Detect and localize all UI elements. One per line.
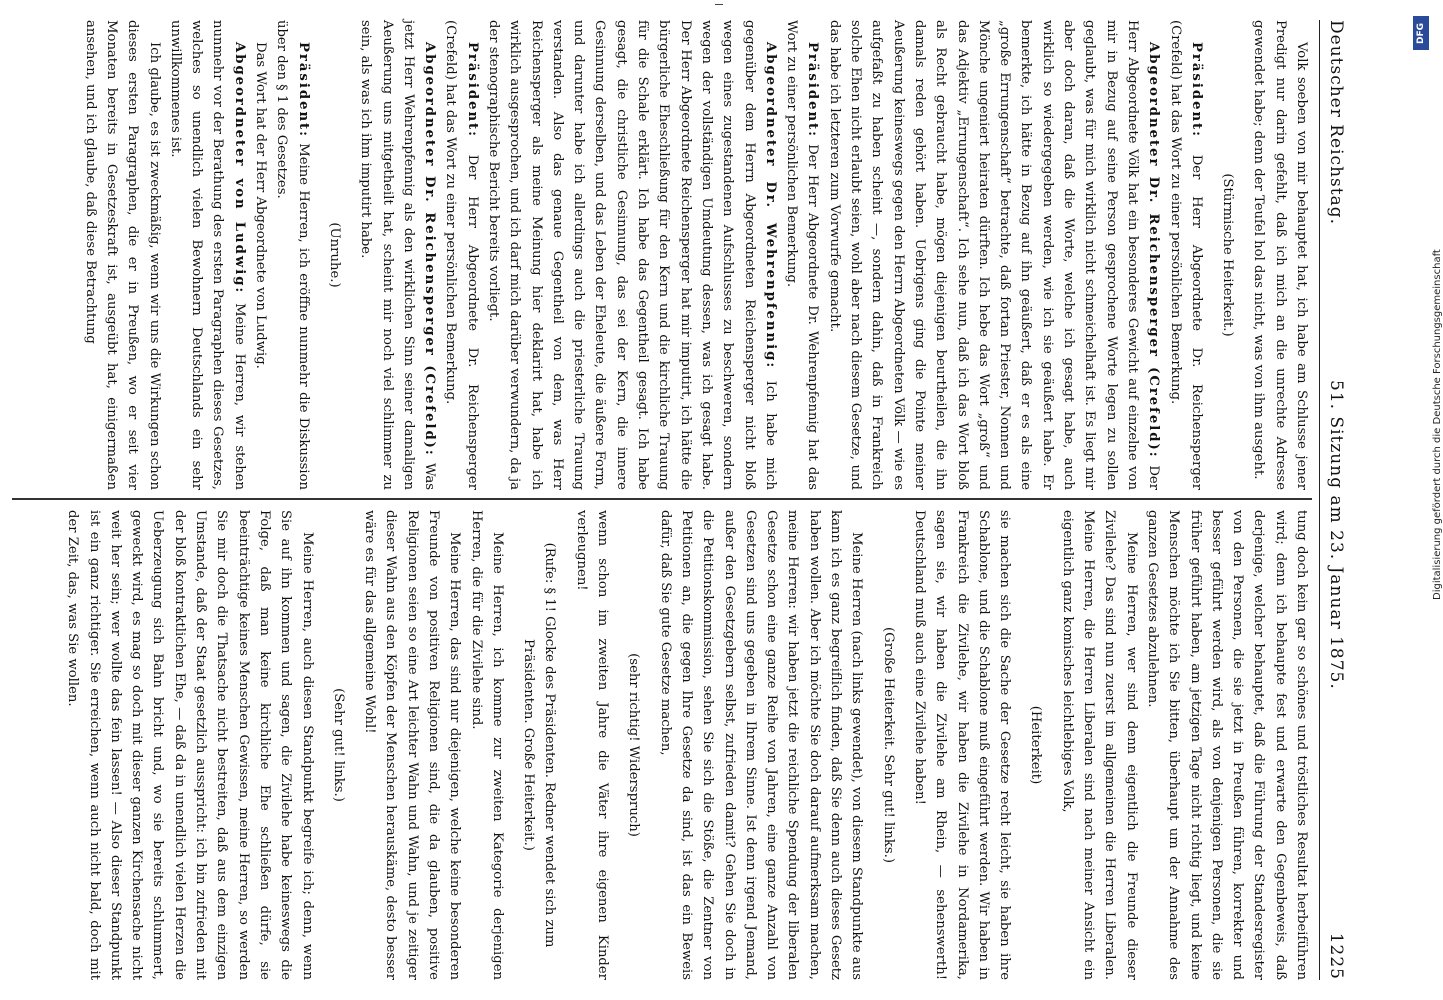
paragraph-text: Meine Herren, das sind nur diejenigen, welche keine besonderen Freunde von positiven Religionen sind, die da glauben, positive Religionen seien so eine Art leichter Wahn und Wahn, und je zeitiger dieser Wahn aus den Köpfen der Menschen herauskäme, desto besser wäre es für das allgemeine Wohl! [362, 510, 463, 980]
paragraph-text: tung doch kein gar so schönes und tröstliches Resultat herbeiführen wird; denn ich behaupte fest und erwarte den Gegenbeweis, daß derjenige, welcher behauptet, daß die Führung der Standesregister von den Personen, die sie jetzt in Preußen führen, korrekter und besser geführt werden wird, als von denjenigen Personen, die sie früher geführt haben, am jetzigen Tage nicht richtig liegt, und keine Menschen möchte ich Sie bitten, überhaupt um der Annahme des ganzen Gesetzes abzulehnen. [1144, 510, 1309, 980]
paragraph-text: Meine Herren, auch diesen Standpunkt begreife ich; denn, wenn Sie auf ihn kommen und sagen, die Zivilehe habe keineswegs die Folge, daß man keine kirchliche Ehe schließen dürfe, sie beeinträchtige keines Menschen Gewissen, meine Herren, so werden Sie mir doch die Thatsache nicht bestreiten, daß aus dem einzigen Umstande, daß der Staat gesetzlich ausspricht: ich bin zufrieden mit der bloß kontraktlichen Ehe, — daß da in unendlich vielen Herzen die Ueberzeugung sich Bahn bricht und, wo sie bereits schlummert, geweckt wird, es mag so doch mit dieser ganzen Kirchensache nicht weit her sein; wer wollte das fein lassen! — Also dieser Standpunkt ist ein ganz richtiger. Sie erreichen, wenn auch nicht bald, doch mit der Zeit, das, was Sie wollen. [65, 510, 315, 980]
paragraph [654, 510, 867, 980]
header-center: 51. Sitzung am 23. Januar 1875. [1326, 380, 1346, 690]
paragraph-text: Der Herr Abgeordnete Völk hat ein besonderes Gewicht auf einzelne von mir in Bezug auf seine Person gesprochene Worte legen zu sollen geglaubt, was für mich wirklich nicht schmeichelhaft ist. Es liegt mir aber doch daran, daß die Worte, welche ich gesagt habe, auch wirklich so wiedergegeben werden, wie ich sie geäußert habe. Er bemerkte, ich hätte in Bezug auf ihn geäußert, daß er es als eine „große Errungenschaft“ betrachte, daß fortan Priester, Nonnen und Mönche ungeniert heiraten dürften. Ich hebe das Wort „groß“ und das Adjektiv „Errungenschaft“. Ich sehe nun, daß ich das Wort bloß als Recht gebraucht habe, mögen diejenigen beurtheilen, die ihn damals reden gehört haben. Uebrigens ging die Pointe meiner Aeußerung keineswegs gegen den Herrn Abgeordneten Völk — wie es aufgefaßt zu haben scheint —, sondern dahin, daß in Frankreich solche Ehen nicht erlaubt seien, wohl aber nach diesem Gesetze, und das habe ich letzteren zum Vorwurfe gemacht. [826, 20, 1162, 490]
stage-direction [623, 510, 644, 980]
running-header [1319, 20, 1350, 980]
right-column [62, 510, 1312, 980]
stage-direction [1025, 510, 1046, 980]
paragraph-text: Meine Herren, wer sind denn eigentlich die Freunde dieser Zivilehe? Das sind nun zuerst im allgemeinen die Herren Liberalen. Meine Herren, die Herren Liberalen sind nach meiner Ansicht ein eigentlich ganz komisches leichtlebiges Volk, [1059, 510, 1139, 980]
paragraph [571, 510, 614, 980]
paragraph [250, 20, 271, 490]
paragraph [823, 20, 1164, 490]
stage-direction-text: (Stürmische Heiterkeit.) [1220, 173, 1236, 337]
speaker-label: Präsident: [805, 42, 821, 139]
paragraph-text: sie machen sich die Sache der Gesetze recht leicht, sie haben ihre Schablone, und die Schablone muß eingeführt werden. Wir haben in Frankreich die Zivilehe, wir haben die Zivilehe in Nordamerika, sagen sie, wir haben die Zivilehe am Rhein, — sehenswerth! Deutschland muß auch eine Zivilehe haben! [911, 510, 1013, 980]
paragraph [271, 20, 314, 490]
dfg-credit: Digitalisierung gefördert durch die Deutsche Forschungsgemeinschaft [1432, 249, 1443, 600]
stage-direction [328, 510, 349, 980]
speaker-label: Präsident: [295, 42, 311, 139]
dfg-logo: DFG [1413, 16, 1429, 50]
stage-direction [324, 20, 345, 490]
paragraph-text: wenn schon im zweiten Jahre die Väter ihre eigenen Kinder verleugnen! [573, 510, 611, 980]
paragraph-text: Ich habe mich gegenüber dem Herrn Abgeordneten Reichensperger nicht bloß wegen eines zugestandenen Aufschlusses zu beschweren, sondern wegen der vollständigen Umdeutung dessen, was ich gesagt habe. Der Herr Abgeordnete Reichensperger hat mir imputirt, ich hätte die bürgerliche Eheschließung für den Kern und die kirchliche Trauung für die Schale erklärt. Ich habe das Gegentheil gesagt. Ich habe gesagt, die christliche Gesinnung, das sei der Kern, die innere Gesinnung derselben, und das Leben der Eheleute, die äußere Form, und darunter habe ich allerdings auch die priesterliche Trauung verstanden. Also das genaue Gegentheil von dem, was Herr Reichensperger als meine Meinung hier deklarirt hat, habe ich wirklich ausgesprochen, und ich darf mich darüber verwundern, da ja der stenographische Bericht bereits vorliegt. [486, 20, 778, 490]
stage-direction-text: (Unruhe.) [326, 222, 342, 288]
left-column [79, 20, 1312, 490]
paragraph [79, 20, 164, 490]
speaker-label: Präsident: [1188, 42, 1204, 139]
speaker-label: Abgeordneter von Ludwig: [231, 42, 247, 295]
paragraph [165, 20, 250, 490]
stage-direction-text: (Heiterkeit) [1028, 705, 1044, 785]
paragraph [1248, 20, 1312, 490]
paragraph-text: Der Herr Abgeordnete Dr. Wehrenpfennig hat das Wort zu einer persönlichen Bemerkung. [784, 20, 821, 490]
column-divider [12, 498, 1312, 500]
paragraph-text: Meine Herren, ich eröffne nunmehr die Diskussion über den § 1 des Gesetzes. [274, 20, 311, 491]
header-left: Deutscher Reichstag. [1326, 20, 1346, 225]
paragraph-text: Meine Herren, ich komme zur zweiten Kategorie derjenigen Herren, die für die Zivilehe sind. [468, 510, 505, 980]
paragraph-text: Der Herr Abgeordnete Dr. Reichensperger (Crefeld) hat das Wort zu einer persönlichen Bemerkung. [443, 20, 480, 490]
speaker-label: Präsident: [464, 42, 480, 139]
paragraph [440, 20, 483, 490]
paragraph [1142, 510, 1312, 980]
paragraph [1056, 510, 1141, 980]
speaker-label: Abgeordneter Dr. Reichensperger (Crefeld): [1146, 42, 1162, 459]
paragraph-text: Meine Herren (nach links gewendet), von diesem Standpunkte aus kann ich es ganz begreiflich finden, daß Sie denn auch dieses Gesetz haben wollen. Aber ich möchte Sie doch darauf aufmerksam machen, meine Herren: wir haben jetzt die reichliche Spendung der liberalen Gesetze schon eine ganze Reihe von Jahren, eine ganze Anzahl von Gesetzen sind uns gegeben in Ihrem Sinne. Ist denn irgend Jemand, außer den Gesetzgebern selbst, zufrieden damit? Gehen Sie doch in die Petitionskommission, sehen Sie sich die Stöße, die Zentner von Petitionen an, die gegen Ihre Gesetze da sind, ist das ein Beweis dafür, daß Sie gute Gesetze machen, [657, 510, 865, 980]
paragraph [355, 20, 440, 490]
stage-direction [877, 510, 898, 980]
paragraph-text: Meine Herren, wir stehen nunmehr vor der Berathung des ersten Paragraphen dieses Gesetzes, welches so unendlich vielen Bewohnern Deutschlands ein sehr unwillkommenes ist. [167, 20, 247, 490]
paragraph [1164, 20, 1207, 490]
stage-direction [1217, 20, 1238, 490]
paragraph [359, 510, 465, 980]
paragraph-text: Das Wort hat der Herr Abgeordnete von Ludwig. [253, 42, 269, 369]
paragraph [909, 510, 1015, 980]
paragraph [62, 510, 318, 980]
paragraph-text: Ich glaube, es ist zweckmäßig, wenn wir uns die Wirkungen schon dieses ersten Paragraphen, die er in Preußen, wo er seit vier Monaten bereits in Gesetzeskraft ist, ausgeübt hat, einigermaßen ansehen, und ich glaube, daß diese Betrachtung [82, 20, 162, 490]
page-number: 1225 [1326, 932, 1346, 980]
credit-strip [1406, 0, 1432, 1000]
paragraph-text: Der Herr Abgeordnete Dr. Reichensperger (Crefeld) hat das Wort zu einer persönlichen Bemerkung. [1167, 20, 1204, 490]
paragraph-text: Was jetzt Herr Wehrenpfennig als den wirklichen Sinn seiner damaligen Aeußerung uns mitgetheilt hat, scheint mir noch viel schlimmer zu sein, als was ich ihm imputirt habe. [358, 20, 438, 490]
paragraph-text: Volk soeben von mir behauptet hat, ich habe am Schlusse jener Predigt nur darin gefehlt, daß ich mich an die unrechte Adresse gewendet habe; denn der Teufel hol das nicht, was von ihm ausgeht. [1251, 20, 1309, 490]
paragraph [781, 20, 824, 490]
stage-direction-text: (Große Heiterkeit. Sehr gut! links.) [880, 627, 896, 863]
stage-direction [518, 510, 561, 980]
stage-direction-text: (Rufe: § 1! Glocke des Präsidenten. Redner wendet sich zum Präsidenten. Große Heiterkeit.) [521, 542, 558, 948]
paragraph [483, 20, 781, 490]
stage-direction-text: (sehr richtig! Widerspruch) [626, 653, 642, 837]
speaker-label: Abgeordneter Dr. Reichensperger (Crefeld): [422, 42, 438, 457]
speaker-label: Abgeordneter Dr. Wehrenpfennig: [762, 42, 778, 370]
stage-direction-text: (Sehr gut! links.) [330, 688, 346, 802]
paragraph [465, 510, 508, 980]
